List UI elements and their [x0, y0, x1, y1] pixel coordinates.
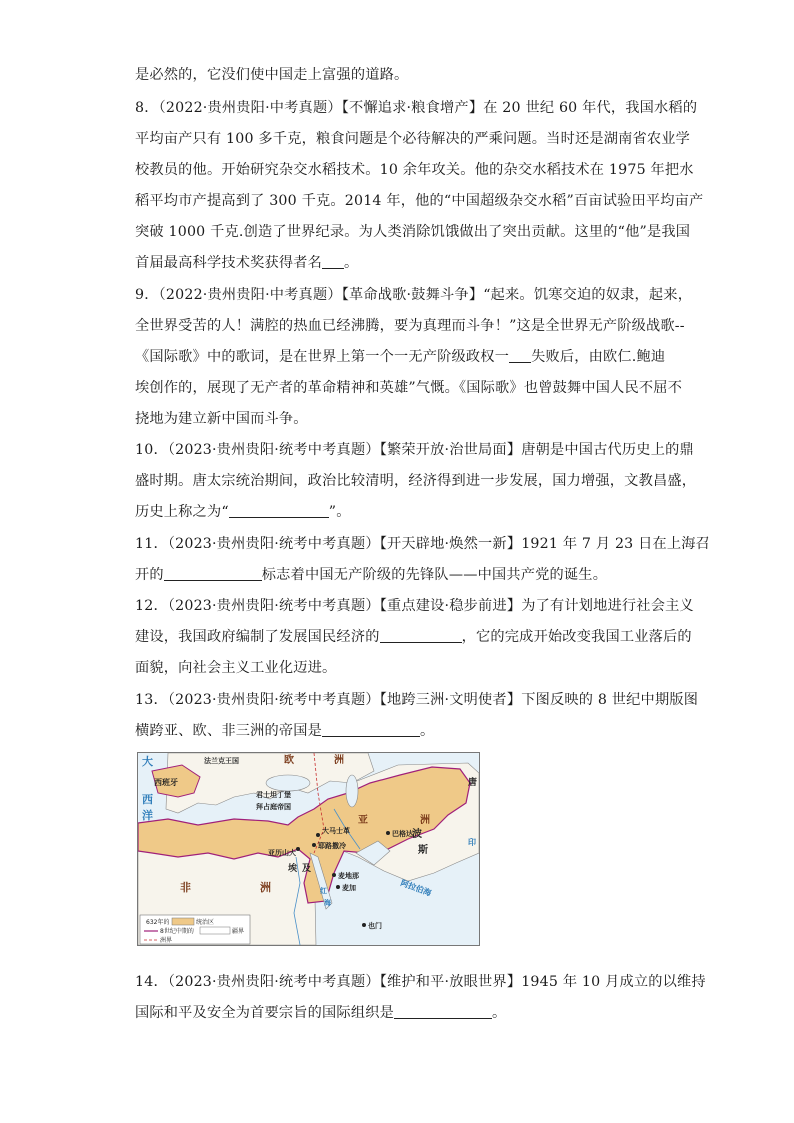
caspian-sea — [346, 775, 358, 807]
map-label: 阿拉伯海 — [399, 878, 433, 898]
map-label: 君士坦丁堡 — [256, 791, 291, 799]
city-marker — [296, 847, 300, 851]
answer-blank[interactable] — [164, 564, 262, 581]
question-12-line-1: 12．（2023·贵州贵阳·统考中考真题）【重点建设·稳步前进】为了有计划地进行社会主义 — [135, 598, 694, 614]
question-11-line-1: 11．（2023·贵州贵阳·统考中考真题）【开天辟地·焕然一新】1921 年 7 月 23 日在上海召 — [135, 536, 711, 552]
question-8-line-2: 平均亩产只有 100 多千克，粮食问题是个必待解决的严乘问题。当时还是湖南省农业学 — [135, 131, 691, 147]
map-label: 及 — [302, 864, 312, 874]
question-9-line-4: 埃创作的，展现了无产者的革命精神和英雄”气慨。《国际歌》也曾鼓舞中国人民不屈不 — [135, 380, 683, 396]
question-12-line-3: 面貌，向社会主义工业化迈进。 — [135, 660, 337, 676]
city-marker — [316, 833, 320, 837]
question-10-text: 历史上称之为“ — [135, 504, 229, 520]
map-label: 也门 — [368, 922, 382, 930]
question-9-line-1: 9．（2022·贵州贵阳·中考真题）【革命战歌·鼓舞斗争】“起来。饥寒交迫的奴隶，起来， — [135, 287, 693, 303]
question-8-text: 首届最高科学技术奖获得者名 — [135, 255, 323, 271]
question-13-text: 。 — [420, 723, 435, 739]
question-12-text: 建设，我国政府编制了发展国民经济的 — [135, 629, 380, 645]
map-label: 西班牙 — [154, 778, 178, 787]
question-10-line-2: 盛时期。唐太宗统治期间，政治比较清明，经济得到进一步发展，国力增强，文教昌盛， — [135, 473, 697, 489]
period: 。 — [344, 255, 359, 271]
legend-text: 统治区 — [196, 919, 215, 926]
question-14-line-1: 14．（2023·贵州贵阳·统考中考真题）【维护和平·放眼世界】1945 年 10 月成立的以维持 — [135, 974, 706, 990]
question-8-line-3: 校教员的他。开始研究杂交水稻技术。10 余年攻关。他的杂交水稻技术在 1975 年把水 — [135, 162, 694, 178]
map-label: 耶路撒冷 — [318, 842, 346, 850]
answer-blank[interactable] — [509, 346, 531, 363]
map-label: 西 — [142, 793, 153, 806]
question-9-line-2: 全世界受苦的人！满腔的热血已经沸腾，要为真理而斗争！”这是全世界无产阶级战歌-- — [135, 318, 685, 334]
map-label: 洋 — [142, 809, 153, 822]
question-13-line-1: 13．（2023·贵州贵阳·统考中考真题）【地跨三洲·文明使者】下图反映的 8 世纪中期版图 — [135, 692, 699, 708]
question-8-line-4: 稻平均市产提高到了 300 千克。2014 年，他的“中国超级杂交水稻”百亩试验田平均亩产 — [135, 193, 704, 209]
city-marker — [362, 923, 366, 927]
city-marker — [312, 843, 316, 847]
map-label: 唐 — [468, 778, 478, 788]
answer-blank[interactable] — [394, 1002, 492, 1019]
map-label: 印 — [468, 838, 476, 847]
legend-text: 洲界 — [160, 937, 173, 944]
legend-text: 疆界 — [232, 928, 245, 935]
legend-text: 632年的 — [146, 919, 170, 926]
question-9-text: 失败后，由欧仁.鲍迪 — [531, 349, 666, 365]
answer-blank[interactable] — [229, 501, 329, 518]
map-label: 麦地那 — [338, 872, 359, 880]
map-label: 亚历山大 — [268, 849, 296, 857]
question-11-text: 标志着中国无产阶级的先锋队——中国共产党的诞生。 — [261, 567, 608, 583]
city-marker — [336, 885, 340, 889]
question-14-line-2 — [135, 1001, 665, 1025]
map-label: 大马士革 — [322, 827, 350, 835]
map-legend — [140, 915, 250, 944]
map-label: 洲 — [334, 755, 344, 766]
map-label: 法兰克王国 — [204, 757, 239, 765]
question-8-line-1: 8．（2022·贵州贵阳·中考真题）【不懈追求·粮食增产】在 20 世纪 60 年代，我国水稻的 — [135, 100, 698, 116]
map-label: 亚 — [358, 815, 368, 826]
question-12-line-2 — [135, 625, 692, 649]
question-12-text: ，它的完成开始改变我国工业落后的 — [461, 629, 692, 645]
question-10-line-3 — [135, 500, 665, 524]
city-marker — [332, 873, 336, 877]
map-label: 麦加 — [342, 884, 356, 892]
arab-empire-map — [137, 752, 480, 946]
question-11-text: 开的 — [135, 567, 164, 583]
question-13-line-2 — [135, 719, 665, 743]
question-10-text: ”。 — [328, 504, 351, 520]
question-9-line-5: 挠地为建立新中国而斗争。 — [135, 411, 308, 427]
map-label: 大 — [142, 755, 153, 768]
text-line: 是必然的，它没们使中国走上富强的道路。 — [135, 67, 409, 83]
map-label: 波 — [412, 829, 422, 840]
answer-blank[interactable] — [322, 720, 420, 737]
question-8-line-6 — [135, 251, 665, 275]
question-9-text: 《国际歌》中的歌词，是在世界上第一个一无产阶级政权一 — [135, 349, 510, 365]
question-10-line-1: 10．（2023·贵州贵阳·统考中考真题）【繁荣开放·治世局面】唐朝是中国古代历史上的鼎 — [135, 442, 694, 458]
map-label: 海 — [324, 899, 331, 907]
question-14-text: 。 — [491, 1005, 507, 1021]
legend-text: 8世纪中期的 — [160, 928, 194, 935]
map-label: 拜占庭帝国 — [256, 803, 291, 811]
question-8-line-5: 突破 1000 千克.创造了世界纪录。为人类消除饥饿做出了突出贡献。这里的“他”是我国 — [135, 224, 691, 240]
map-label: 埃 — [288, 864, 298, 874]
city-marker — [386, 831, 390, 835]
map-label: 欧 — [284, 755, 294, 766]
map-label: 非 — [180, 881, 191, 894]
question-9-line-3 — [135, 345, 665, 369]
map-label: 巴格达 — [392, 830, 413, 838]
map-label: 红 — [320, 887, 327, 895]
answer-blank[interactable] — [322, 252, 344, 269]
question-14-text: 国际和平及安全为首要宗旨的国际组织是 — [135, 1005, 394, 1021]
black-sea — [266, 775, 310, 791]
question-11-line-2 — [135, 563, 665, 587]
question-13-text: 横跨亚、欧、非三洲的帝国是 — [135, 723, 323, 739]
answer-blank[interactable] — [380, 626, 462, 643]
map-label: 洲 — [420, 815, 430, 826]
map-label: 洲 — [260, 881, 271, 894]
map-label: 斯 — [418, 845, 428, 856]
